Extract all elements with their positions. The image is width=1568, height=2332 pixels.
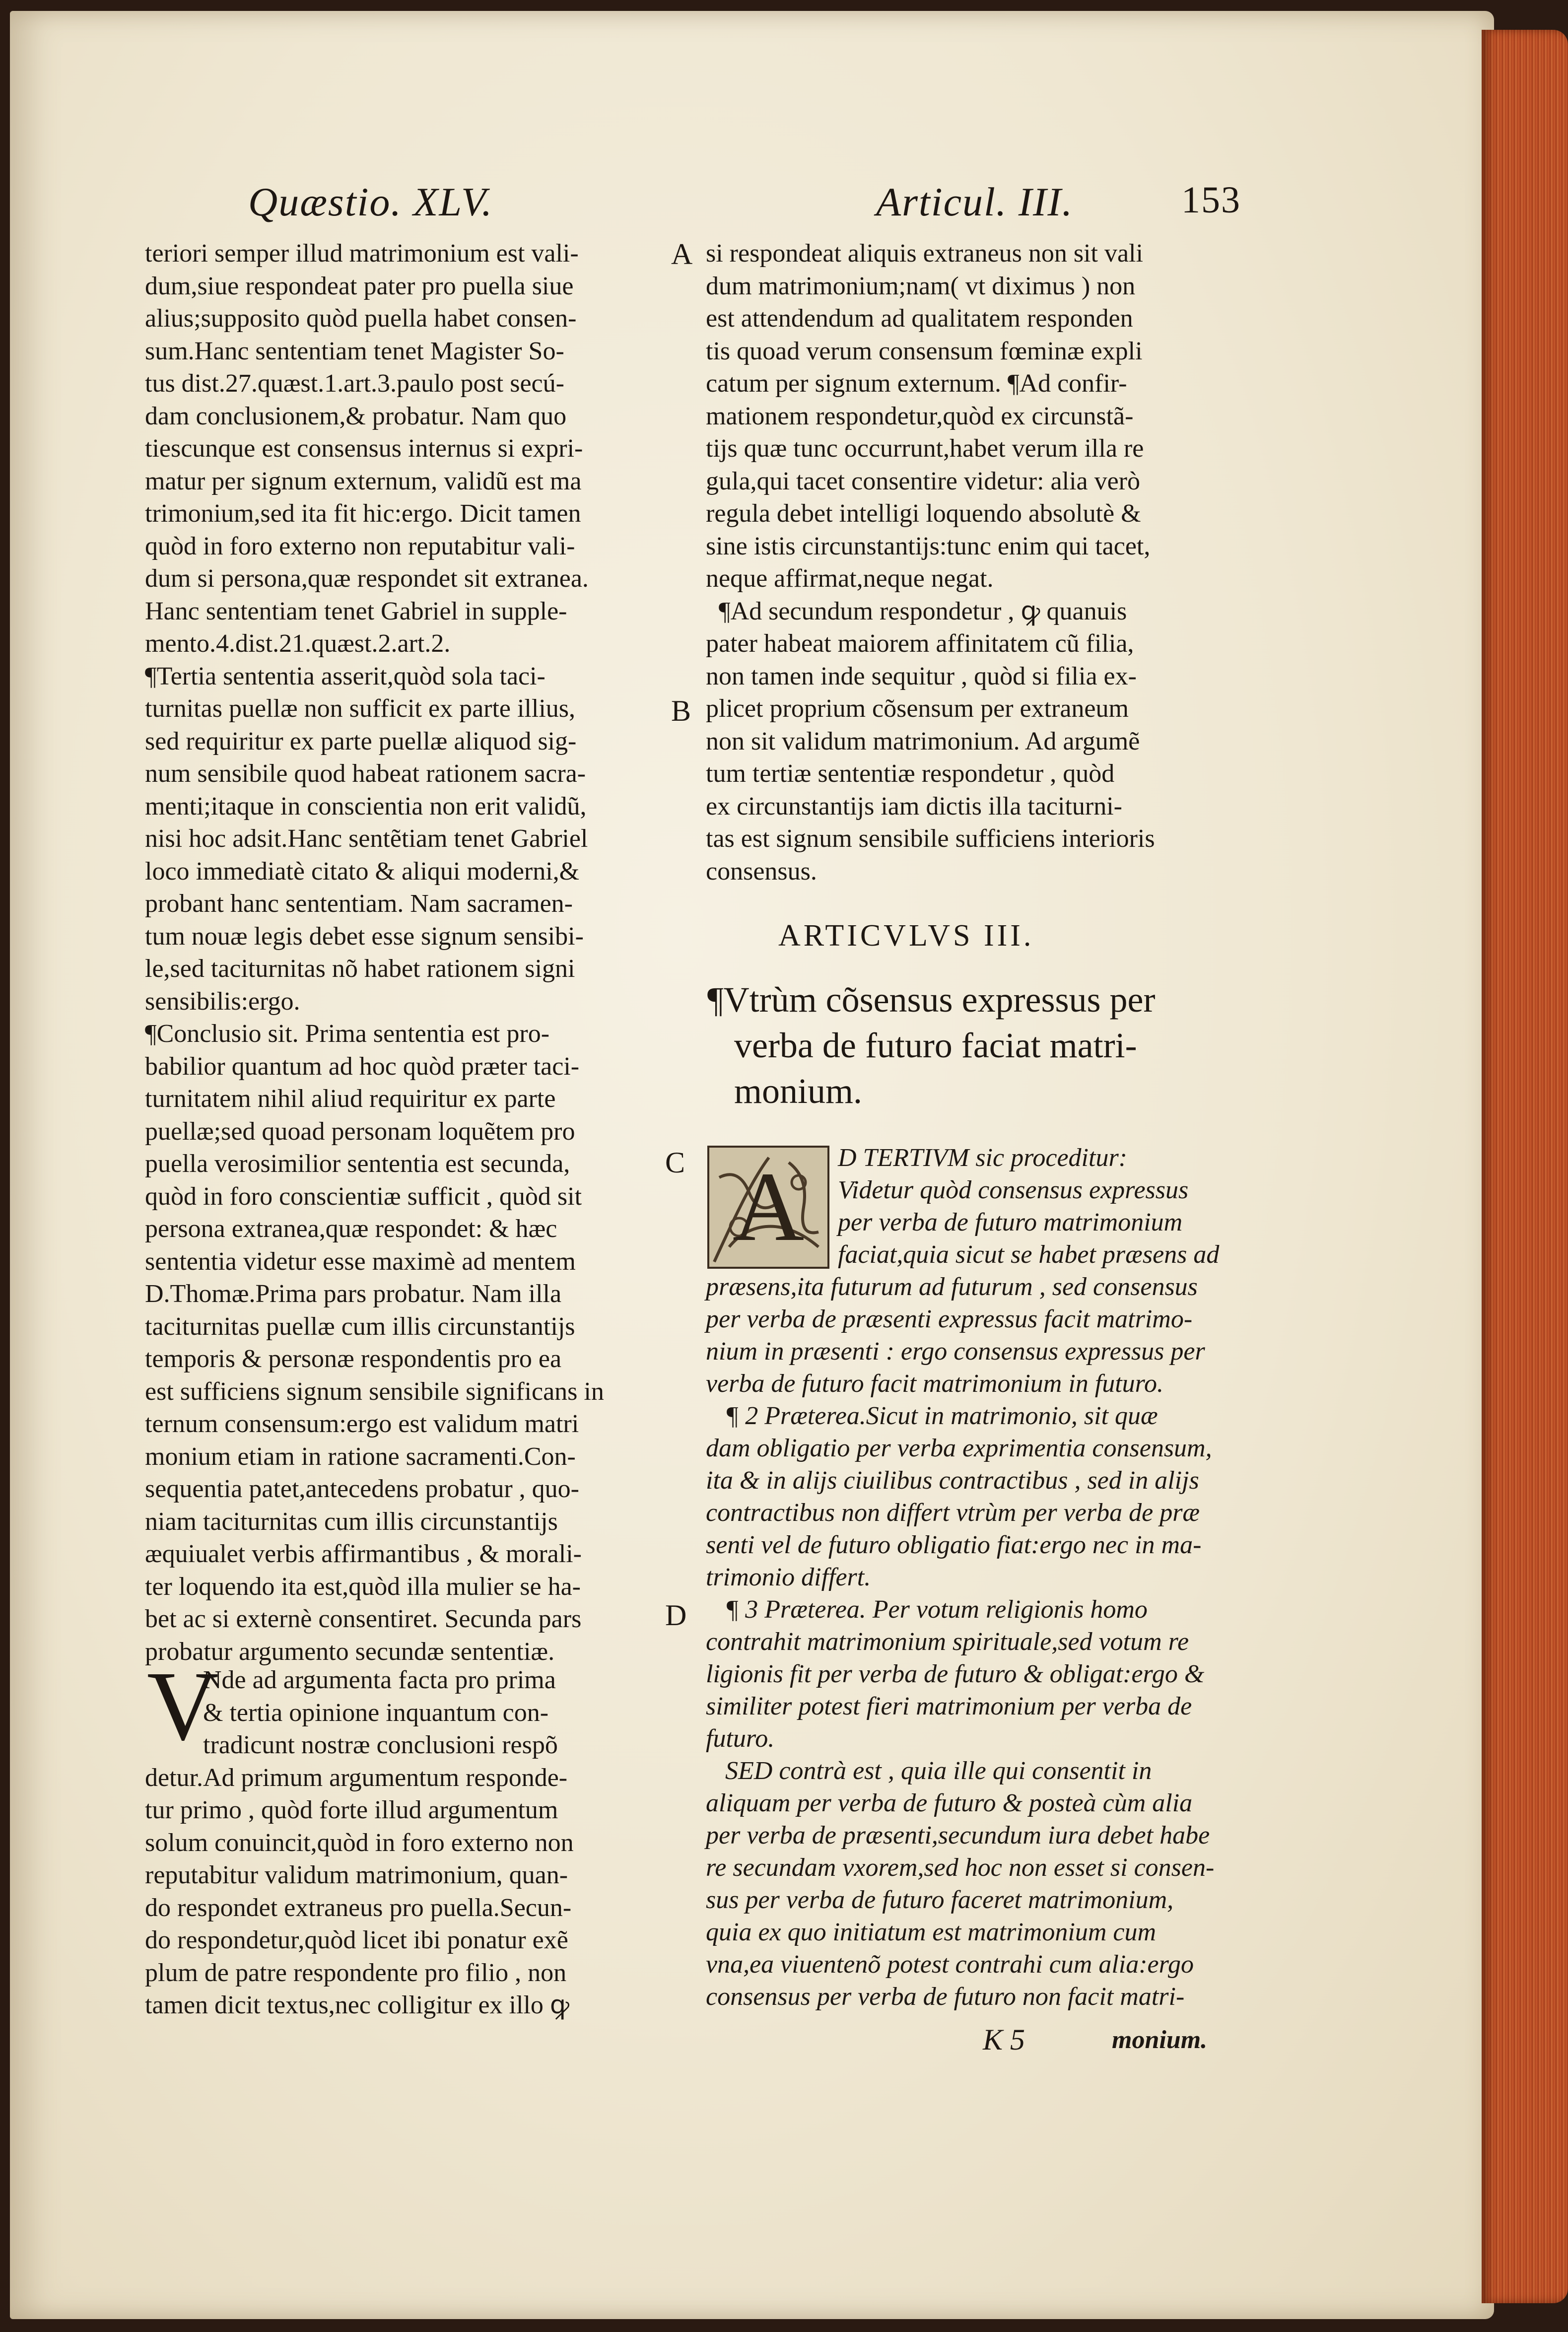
text-line: tamen dicit textus,nec colligitur ex illo ꝙ bbox=[145, 1991, 569, 2019]
text-line: plicet proprium cõsensum per extraneum bbox=[706, 694, 1129, 723]
text-line: verba de futuro facit matrimonium in futuro. bbox=[706, 1370, 1163, 1398]
text-line: præsens,ita futurum ad futurum , sed consensus bbox=[706, 1273, 1198, 1301]
text-line: temporis & personæ respondentis pro ea bbox=[145, 1345, 562, 1373]
text-line: non sit validum matrimonium. Ad argumẽ bbox=[706, 727, 1140, 755]
text-line: puellæ;sed quoad personam loquẽtem pro bbox=[145, 1117, 575, 1146]
text-line: tum nouæ legis debet esse signum sensibi- bbox=[145, 922, 584, 951]
decorated-initial bbox=[707, 1146, 829, 1269]
text-line: reputabitur validum matrimonium, quan- bbox=[145, 1861, 568, 1889]
decorated-initial-letter: A bbox=[732, 1152, 805, 1262]
text-line: trimonium,sed ita fit hic:ergo. Dicit tamen bbox=[145, 499, 581, 528]
text-line: Hanc sententiam tenet Gabriel in supple- bbox=[145, 597, 567, 625]
text-line: per verba de futuro matrimonium bbox=[838, 1208, 1183, 1236]
margin-letter-d: D bbox=[665, 1599, 687, 1632]
text-line: babilior quantum ad hoc quòd præter taci- bbox=[145, 1052, 580, 1081]
text-line: si respondeat aliquis extraneus non sit vali bbox=[706, 239, 1143, 268]
text-line: sensibilis:ergo. bbox=[145, 987, 300, 1016]
text-line: & tertia opinione inquantum con- bbox=[145, 1698, 549, 1727]
text-line: D TERTIVM sic proceditur: bbox=[838, 1144, 1127, 1172]
text-line: tis quoad verum consensum fœminæ expli bbox=[706, 337, 1143, 365]
text-line: pater habeat maiorem affinitatem cũ filia, bbox=[706, 629, 1134, 658]
text-line: dum,siue respondeat pater pro puella siue bbox=[145, 272, 574, 300]
text-line: dum matrimonium;nam( vt diximus ) non bbox=[706, 272, 1136, 300]
text-line: ¶Conclusio sit. Prima sententia est pro- bbox=[145, 1020, 550, 1048]
text-line: tiescunque est consensus internus si expri- bbox=[145, 434, 583, 463]
text-line: ¶ 3 Præterea. Per votum religionis homo bbox=[706, 1595, 1148, 1624]
text-line: taciturnitas puellæ cum illis circunstantijs bbox=[145, 1312, 575, 1341]
text-line: aliquam per verba de futuro & posteà cùm alia bbox=[706, 1789, 1193, 1817]
text-line: ternum consensum:ergo est validum matri bbox=[145, 1410, 579, 1438]
text-line: sine istis circunstantijs:tunc enim qui tacet, bbox=[706, 532, 1151, 560]
text-line: le,sed taciturnitas nõ habet rationem signi bbox=[145, 955, 575, 983]
text-line: ex circunstantijs iam dictis illa taciturni- bbox=[706, 792, 1122, 821]
text-line: æquiualet verbis affirmantibus , & morali- bbox=[145, 1540, 582, 1568]
text-line: menti;itaque in conscientia non erit validũ, bbox=[145, 792, 587, 821]
running-head-left: Quæstio. XLV. bbox=[248, 179, 493, 224]
text-line: ¶Tertia sententia asserit,quòd sola taci- bbox=[145, 662, 545, 690]
margin-letter-c: C bbox=[665, 1146, 685, 1179]
text-line: consensus per verba de futuro non facit matri- bbox=[706, 1983, 1185, 2011]
text-line: solum conuincit,quòd in foro externo non bbox=[145, 1828, 574, 1857]
text-line: ligionis fit per verba de futuro & obligat:ergo & bbox=[706, 1660, 1205, 1688]
text-line: monium etiam in ratione sacramenti.Con- bbox=[145, 1442, 576, 1471]
text-line: quia ex quo initiatum est matrimonium cum bbox=[706, 1918, 1157, 1946]
text-line: tas est signum sensibile sufficiens interioris bbox=[706, 824, 1155, 853]
text-line: consensus. bbox=[706, 857, 817, 886]
text-line: puella verosimilior sententia est secunda, bbox=[145, 1150, 570, 1178]
text-line: dam obligatio per verba exprimentia consensum, bbox=[706, 1434, 1212, 1462]
article-heading: ARTICVLVS III. bbox=[778, 919, 1034, 953]
text-line: quòd in foro externo non reputabitur vali- bbox=[145, 532, 575, 560]
text-line: matur per signum externum, validũ est ma bbox=[145, 467, 582, 495]
text-line: ¶Ad secundum respondetur , ꝙ quanuis bbox=[706, 597, 1127, 625]
text-line: dam conclusionem,& probatur. Nam quo bbox=[145, 402, 567, 430]
text-line: vna,ea viuentenõ potest contrahi cum alia:ergo bbox=[706, 1950, 1194, 1979]
text-line: re secundam vxorem,sed hoc non esset si consen- bbox=[706, 1853, 1215, 1882]
text-line: sus per verba de futuro faceret matrimonium, bbox=[706, 1886, 1174, 1914]
text-line: D.Thomæ.Prima pars probatur. Nam illa bbox=[145, 1280, 562, 1308]
text-line: probatur argumento secundæ sententiæ. bbox=[145, 1637, 555, 1666]
text-line: contrahit matrimonium spirituale,sed votum re bbox=[706, 1628, 1189, 1656]
left-column-lower bbox=[145, 1664, 574, 2022]
book-fore-edge bbox=[1482, 30, 1568, 2303]
text-line: catum per signum externum. ¶Ad confir- bbox=[706, 369, 1127, 398]
text-line: senti vel de futuro obligatio fiat:ergo nec in ma- bbox=[706, 1531, 1202, 1559]
text-line: sed requiritur ex parte puellæ aliquod sig- bbox=[145, 727, 577, 755]
article-opening-lines bbox=[838, 1142, 1219, 1271]
text-line: detur.Ad primum argumentum responde- bbox=[145, 1763, 568, 1792]
text-line: Videtur quòd consensus expressus bbox=[838, 1176, 1189, 1204]
text-line: plum de patre respondente pro filio , non bbox=[145, 1958, 567, 1987]
text-line: niam taciturnitas cum illis circunstantijs bbox=[145, 1507, 558, 1536]
text-line: gula,qui tacet consentire videtur: alia verò bbox=[706, 467, 1140, 495]
text-line: SED contrà est , quia ille qui consentit in bbox=[706, 1757, 1152, 1785]
right-column bbox=[706, 237, 1217, 888]
text-line: bet ac si externè consentiret. Secunda pars bbox=[145, 1605, 582, 1633]
text-line: turnitas puellæ non sufficit ex parte illius, bbox=[145, 694, 576, 723]
margin-letter-b: B bbox=[671, 694, 691, 727]
text-line: loco immediatè citato & aliqui moderni,& bbox=[145, 857, 580, 886]
text-line: regula debet intelligi loquendo absolutè & bbox=[706, 499, 1141, 528]
text-line: tijs quæ tunc occurrunt,habet verum illa re bbox=[706, 434, 1144, 463]
text-line: tur primo , quòd forte illud argumentum bbox=[145, 1796, 558, 1824]
text-line: Nde ad argumenta facta pro prima bbox=[145, 1666, 556, 1694]
text-line: sum.Hanc sententiam tenet Magister So- bbox=[145, 337, 564, 365]
page-number: 153 bbox=[1181, 179, 1241, 221]
text-line: probant hanc sententiam. Nam sacramen- bbox=[145, 890, 573, 918]
left-column bbox=[145, 237, 661, 1668]
text-line: ¶ 2 Præterea.Sicut in matrimonio, sit quæ bbox=[706, 1402, 1158, 1430]
text-line: dum si persona,quæ respondet sit extranea. bbox=[145, 564, 589, 593]
text-line: mento.4.dist.21.quæst.2.art.2. bbox=[145, 629, 451, 658]
text-line: contractibus non differt vtrùm per verba de præ bbox=[706, 1499, 1200, 1527]
article-body bbox=[706, 1271, 1214, 2013]
text-line: est sufficiens signum sensibile significans in bbox=[145, 1377, 604, 1406]
text-line: do respondetur,quòd licet ibi ponatur exẽ bbox=[145, 1926, 568, 1954]
text-line: alius;supposito quòd puella habet consen- bbox=[145, 304, 577, 333]
text-line: neque affirmat,neque negat. bbox=[706, 564, 994, 593]
text-line: quòd in foro conscientiæ sufficit , quòd sit bbox=[145, 1182, 582, 1211]
text-line: tus dist.27.quæst.1.art.3.paulo post secú- bbox=[145, 369, 564, 398]
text-line: tradicunt nostræ conclusioni respõ bbox=[145, 1731, 558, 1759]
text-line: nisi hoc adsit.Hanc sentẽtiam tenet Gabriel bbox=[145, 824, 588, 853]
text-line: trimonio differt. bbox=[706, 1563, 871, 1591]
text-line: sententia videtur esse maximè ad mentem bbox=[145, 1247, 576, 1276]
text-line: non tamen inde sequitur , quòd si filia ex- bbox=[706, 662, 1137, 690]
text-line: nium in præsenti : ergo consensus expressus per bbox=[706, 1337, 1205, 1366]
article-title: ¶Vtrùm cõsensus expressus per verba de futuro faciat matri- monium. bbox=[707, 980, 1156, 1111]
text-line: ter loquendo ita est,quòd illa mulier se ha- bbox=[145, 1572, 581, 1601]
text-line: mationem respondetur,quòd ex circunstã- bbox=[706, 402, 1134, 430]
margin-letter-a: A bbox=[671, 238, 693, 271]
text-line: per verba de præsenti expressus facit matrimo- bbox=[706, 1305, 1193, 1333]
text-line: est attendendum ad qualitatem responden bbox=[706, 304, 1133, 333]
signature-mark: K 5 bbox=[983, 2023, 1025, 2056]
running-head-right: Articul. III. bbox=[876, 179, 1074, 224]
catchword: monium. bbox=[1112, 2026, 1208, 2054]
text-line: futuro. bbox=[706, 1724, 775, 1753]
text-line: turnitatem nihil aliud requiritur ex parte bbox=[145, 1085, 556, 1113]
text-line: per verba de præsenti,secundum iura debet habe bbox=[706, 1821, 1210, 1850]
text-line: persona extranea,quæ respondet: & hæc bbox=[145, 1215, 557, 1243]
text-line: do respondet extraneus pro puella.Secun- bbox=[145, 1893, 572, 1922]
text-line: teriori semper illud matrimonium est vali- bbox=[145, 239, 579, 268]
drop-cap-v: V bbox=[147, 1651, 219, 1761]
text-line: tum tertiæ sententiæ respondetur , quòd bbox=[706, 759, 1115, 788]
text-line: similiter potest fieri matrimonium per verba de bbox=[706, 1692, 1192, 1720]
text-line: ita & in alijs ciuilibus contractibus , sed in alijs bbox=[706, 1466, 1199, 1495]
text-line: sequentia patet,antecedens probatur , quo- bbox=[145, 1475, 579, 1503]
text-line: num sensibile quod habeat rationem sacra- bbox=[145, 759, 586, 788]
text-line: faciat,quia sicut se habet præsens ad bbox=[838, 1240, 1220, 1269]
